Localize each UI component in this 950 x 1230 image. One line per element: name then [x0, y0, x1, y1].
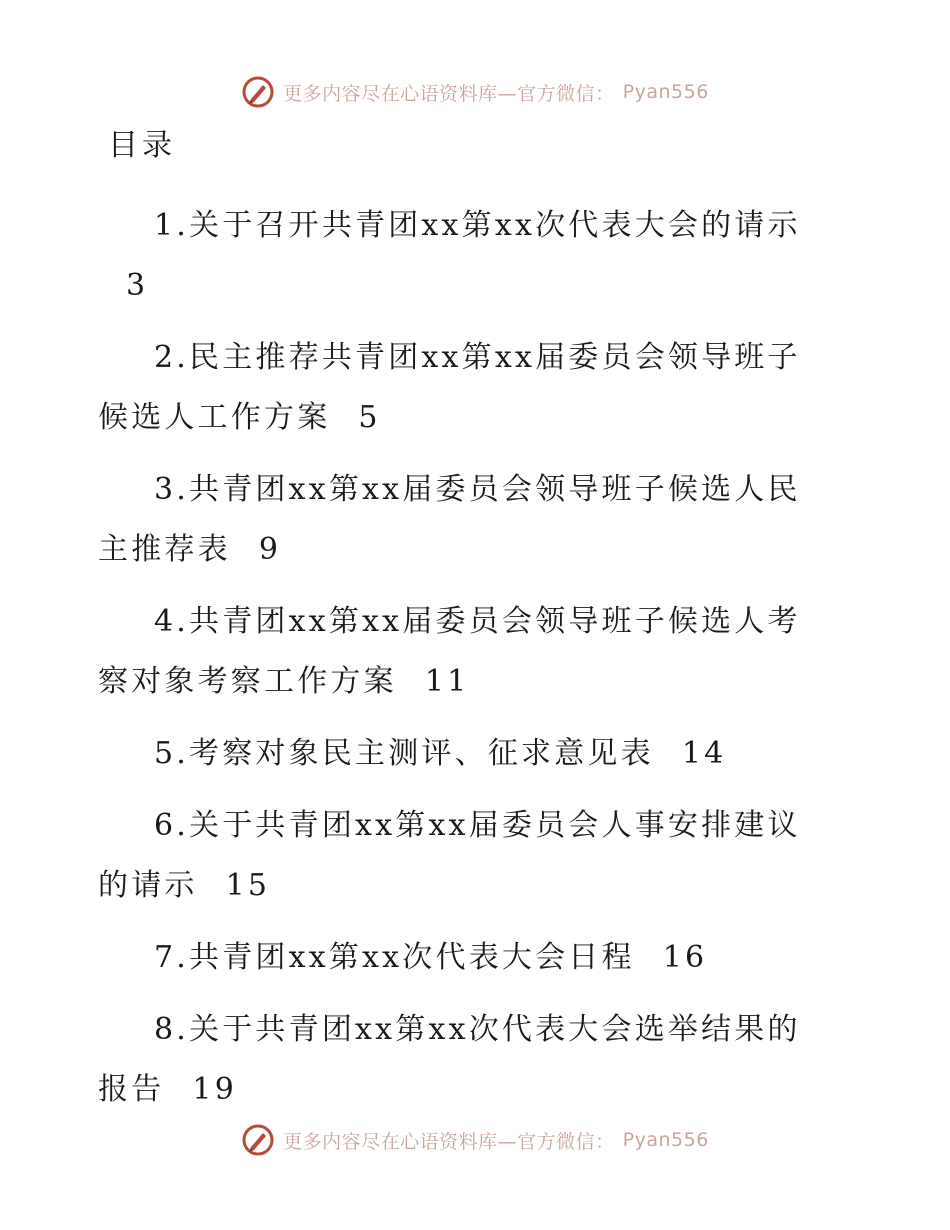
toc-entry	[98, 928, 833, 988]
toc-entry-page: 11	[424, 664, 470, 699]
pen-logo-icon	[241, 75, 275, 109]
toc-entry	[98, 328, 833, 448]
watermark-wechat-id: Pyan556	[622, 1129, 709, 1151]
toc-entry	[98, 460, 833, 580]
toc-entry-title: 1.关于召开共青团xx第xx次代表大会的请示	[154, 208, 801, 243]
toc-entry-page: 19	[192, 1072, 237, 1107]
watermark-text: 更多内容尽在心语资料库—官方微信：	[283, 1130, 615, 1153]
watermark-wechat-id: Pyan556	[622, 81, 709, 103]
toc-entry-page: 14	[681, 736, 727, 771]
toc-entry-title: 3.共青团xx第xx届委员会领导班子候选人民主推荐表	[98, 472, 801, 567]
toc-heading: 目录	[108, 128, 176, 163]
toc-entry-title: 4.共青团xx第xx届委员会领导班子候选人考察对象考察工作方案	[98, 604, 801, 699]
toc-entry	[98, 796, 833, 916]
toc-entry-title: 6.关于共青团xx第xx届委员会人事安排建议的请示	[98, 808, 801, 903]
toc-entry	[98, 592, 833, 712]
header-watermark	[0, 72, 950, 112]
toc-entry	[98, 1000, 833, 1120]
toc-entry-page: 5	[358, 400, 381, 435]
toc-list	[98, 196, 833, 1132]
pen-logo-icon	[241, 1123, 275, 1157]
toc-entry-page: 3	[126, 268, 149, 303]
toc-entry	[98, 196, 833, 316]
toc-entry-page: 15	[225, 868, 271, 903]
watermark-text: 更多内容尽在心语资料库—官方微信：	[283, 82, 615, 105]
toc-entry	[98, 724, 833, 784]
toc-entry-title: 8.关于共青团xx第xx次代表大会选举结果的报告	[98, 1012, 801, 1107]
toc-entry-page: 9	[258, 532, 282, 567]
toc-entry-title: 7.共青团xx第xx次代表大会日程	[154, 940, 635, 975]
toc-entry-title: 5.考察对象民主测评、征求意见表	[154, 736, 654, 771]
toc-entry-title: 2.民主推荐共青团xx第xx届委员会领导班子候选人工作方案	[98, 340, 801, 435]
footer-watermark	[0, 1120, 950, 1160]
toc-entry-page: 16	[662, 940, 708, 975]
